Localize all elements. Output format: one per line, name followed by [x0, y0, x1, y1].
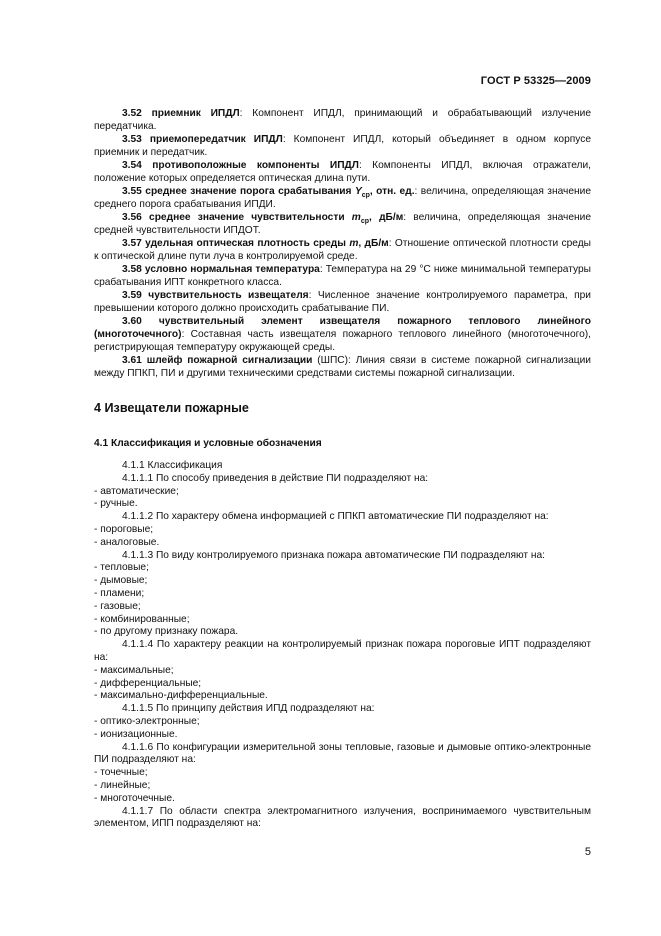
list-item: - ионизационные.: [94, 728, 178, 740]
list-item: - комбинированные;: [94, 613, 190, 625]
definition-term: 3.60 чувствительный элемент извещателя пожарного теплового линейного (многоточечного): [94, 316, 591, 340]
list-item: - оптико-электронные;: [94, 715, 200, 727]
definition-text: : Температура на 29 °С ниже минимальной температуры срабатывания ИПТ конкретного класса.: [94, 264, 591, 288]
definition-item: [94, 211, 591, 237]
list-item: - аналоговые.: [94, 536, 160, 548]
list-item: - тепловые;: [94, 562, 149, 574]
definition-term: 3.52 приемник ИПДЛ: [122, 108, 240, 119]
clause-heading: 4.1.1.1 По способу приведения в действие ПИ подразделяют на:: [122, 472, 429, 484]
definition-item: [94, 263, 591, 289]
clause-heading: 4.1.1.2 По характеру обмена информацией с ППКП автоматические ПИ подразделяют на:: [122, 511, 549, 523]
classification-list: [94, 460, 591, 831]
definition-text: : Составная часть извещателя пожарного теплового линейного (многоточечного), регистрирующая температуру окружающей среды.: [94, 329, 591, 353]
definition-term: 3.54 противоположные компоненты ИПДЛ: [122, 160, 359, 171]
section-title: 4 Извещатели пожарные: [94, 401, 249, 415]
clause-heading: 4.1.1.3 По виду контролируемого признака пожара автоматические ПИ подразделяют на:: [122, 549, 546, 561]
list-item: - газовые;: [94, 600, 141, 612]
clause-heading: 4.1.1 Классификация: [122, 460, 223, 471]
definition-term: 3.57 удельная оптическая плотность среды m, дБ/м: [122, 238, 389, 249]
document-header: ГОСТ Р 53325—2009: [480, 75, 591, 87]
definition-text: : Численное значение контролируемого параметра, при превышении которого должно происходить срабатывание ПИ.: [94, 290, 591, 314]
definition-text: (ШПС): Линия связи в системе пожарной сигнализации между ППКП, ПИ и другими техническими средствами системы пожарной сигнализации.: [94, 355, 591, 379]
definition-item: [94, 237, 591, 263]
definition-text: : величина, определяющая значение среднего порога срабатывания ИПДИ.: [94, 186, 591, 210]
definition-term: 3.58 условно нормальная температура: [122, 264, 320, 275]
subsection-title: 4.1 Классификация и условные обозначения: [94, 438, 322, 449]
clause-heading: 4.1.1.7 По области спектра электромагнитного излучения, воспринимаемого чувствительным элементом, ИПП подразделяют на:: [94, 805, 591, 830]
list-item: - многоточечные.: [94, 792, 175, 804]
list-item: - дымовые;: [94, 575, 148, 587]
definition-term: 3.53 приемопередатчик ИПДЛ: [122, 134, 283, 145]
list-item: - автоматические;: [94, 485, 179, 497]
symbol: Y: [354, 186, 362, 197]
definition-term: 3.59 чувствительность извещателя: [122, 290, 309, 301]
definition-item: [94, 107, 591, 133]
definitions-list: [94, 107, 591, 380]
list-item: - максимальные;: [94, 664, 174, 676]
list-item: - максимально-дифференциальные.: [94, 690, 268, 702]
page-number: 5: [584, 846, 591, 858]
list-item: - дифференциальные;: [94, 677, 202, 689]
definition-item: [94, 185, 591, 211]
definition-text: : Отношение оптической плотности среды к оптической длине пути луча в контролируемой среде.: [94, 238, 591, 262]
definition-text: : Компонент ИПДЛ, принимающий и обрабатывающий излучение передатчика.: [94, 108, 591, 132]
definition-item: [94, 289, 591, 315]
list-item: - точечные;: [94, 767, 148, 779]
definition-item: [94, 159, 591, 185]
clause-heading: 4.1.1.6 По конфигурации измерительной зоны тепловые, газовые и дымовые оптико-электронные ПИ подразделяют на:: [94, 741, 591, 766]
list-item: - пламени;: [94, 587, 145, 599]
symbol: m: [351, 212, 361, 223]
definition-term: 3.55 среднее значение порога срабатывания $Y_{ср}$, отн. ед.: [122, 186, 415, 200]
list-item: - по другому признаку пожара.: [94, 626, 239, 638]
list-item: - ручные.: [94, 498, 138, 510]
symbol: m: [349, 238, 359, 249]
definition-term: 3.56 среднее значение чувствительности $m_{ср}$, дБ/м: [122, 212, 404, 226]
definition-item: [94, 315, 591, 354]
definition-text: : Компонент ИПДЛ, который объединяет в одном корпусе приемник и передатчик.: [94, 134, 592, 158]
definition-item: [94, 133, 591, 159]
definition-text: : Компоненты ИПДЛ, включая отражатели, положение которых определяется оптическая длина пути.: [94, 160, 591, 184]
clause-heading: 4.1.1.5 По принципу действия ИПД подразделяют на:: [122, 703, 375, 715]
list-item: - линейные;: [94, 779, 151, 791]
definition-term: 3.61 шлейф пожарной сигнализации: [122, 355, 313, 366]
clause-heading: 4.1.1.4 По характеру реакции на контролируемый признак пожара пороговые ИПТ подразделяют на:: [94, 639, 591, 663]
list-item: - пороговые;: [94, 523, 154, 535]
definition-item: [94, 354, 591, 380]
definition-text: : величина, определяющая значение средней чувствительности ИПДОТ.: [94, 212, 591, 236]
